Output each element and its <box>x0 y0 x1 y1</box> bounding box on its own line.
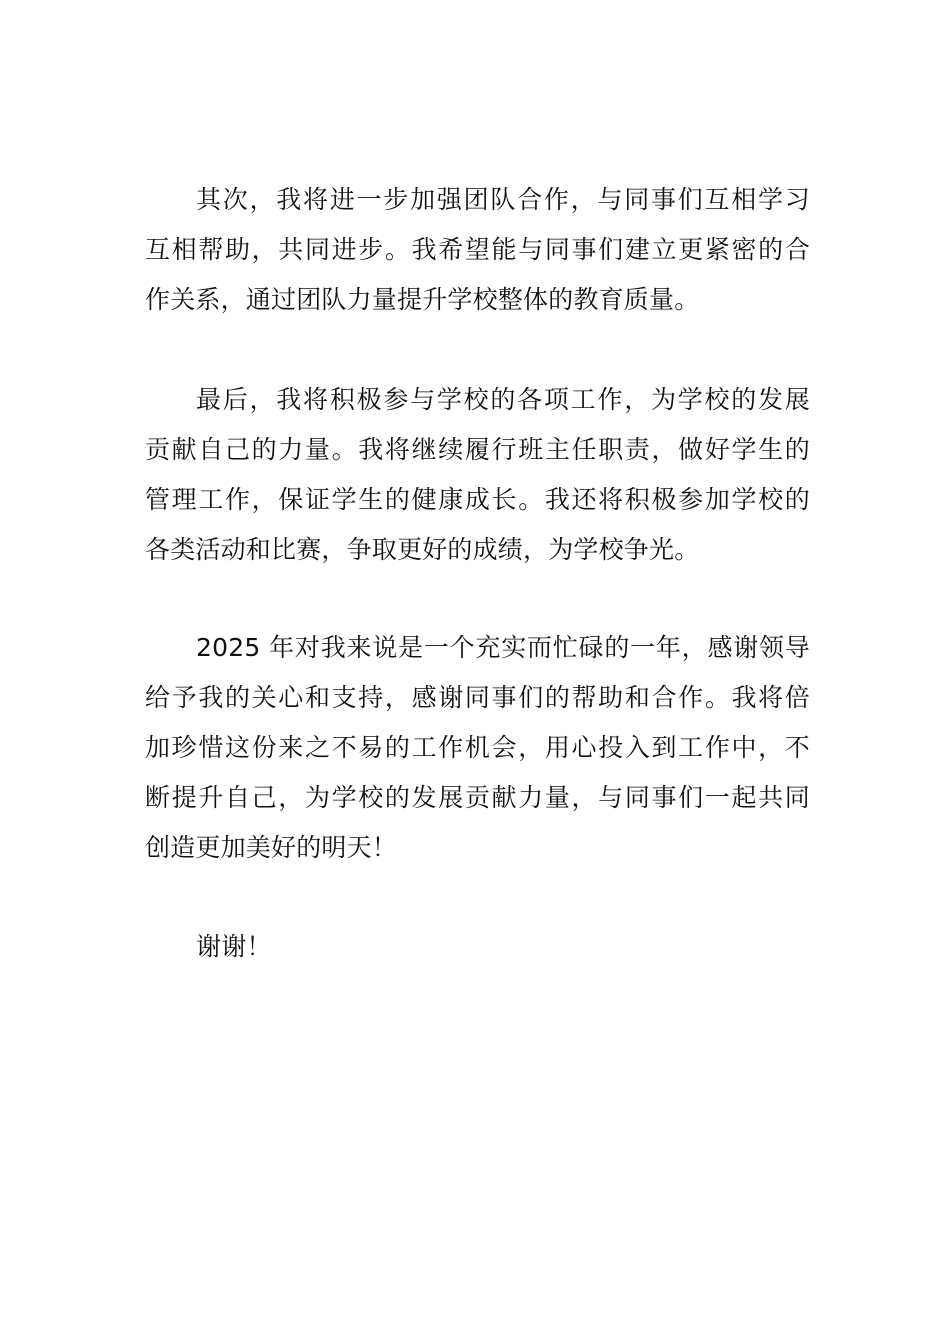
paragraph-line: 2025 年对我来说是一个充实而忙碌的一年，感谢领导 <box>196 633 810 662</box>
paragraph-line: 各类活动和比赛，争取更好的成绩，为学校争光。 <box>145 535 700 564</box>
paragraph-line: 加珍惜这份来之不易的工作机会，用心投入到工作中，不 <box>145 733 810 762</box>
paragraph-line: 最后，我将积极参与学校的各项工作，为学校的发展 <box>196 385 810 414</box>
paragraph-line: 作关系，通过团队力量提升学校整体的教育质量。 <box>145 285 700 314</box>
paragraph-line: 贡献自己的力量。我将继续履行班主任职责，做好学生的 <box>145 435 810 464</box>
paragraph-line: 断提升自己，为学校的发展贡献力量，与同事们一起共同 <box>145 783 810 812</box>
closing-line: 谢谢！ <box>196 932 272 961</box>
paragraph-line: 其次，我将进一步加强团队合作，与同事们互相学习 <box>196 185 810 214</box>
paragraph-line: 互相帮助，共同进步。我希望能与同事们建立更紧密的合 <box>145 235 810 264</box>
paragraph-line: 管理工作，保证学生的健康成长。我还将积极参加学校的 <box>145 485 810 514</box>
paragraph-line: 给予我的关心和支持，感谢同事们的帮助和合作。我将倍 <box>145 683 810 712</box>
paragraph-line: 创造更加美好的明天！ <box>145 833 398 862</box>
